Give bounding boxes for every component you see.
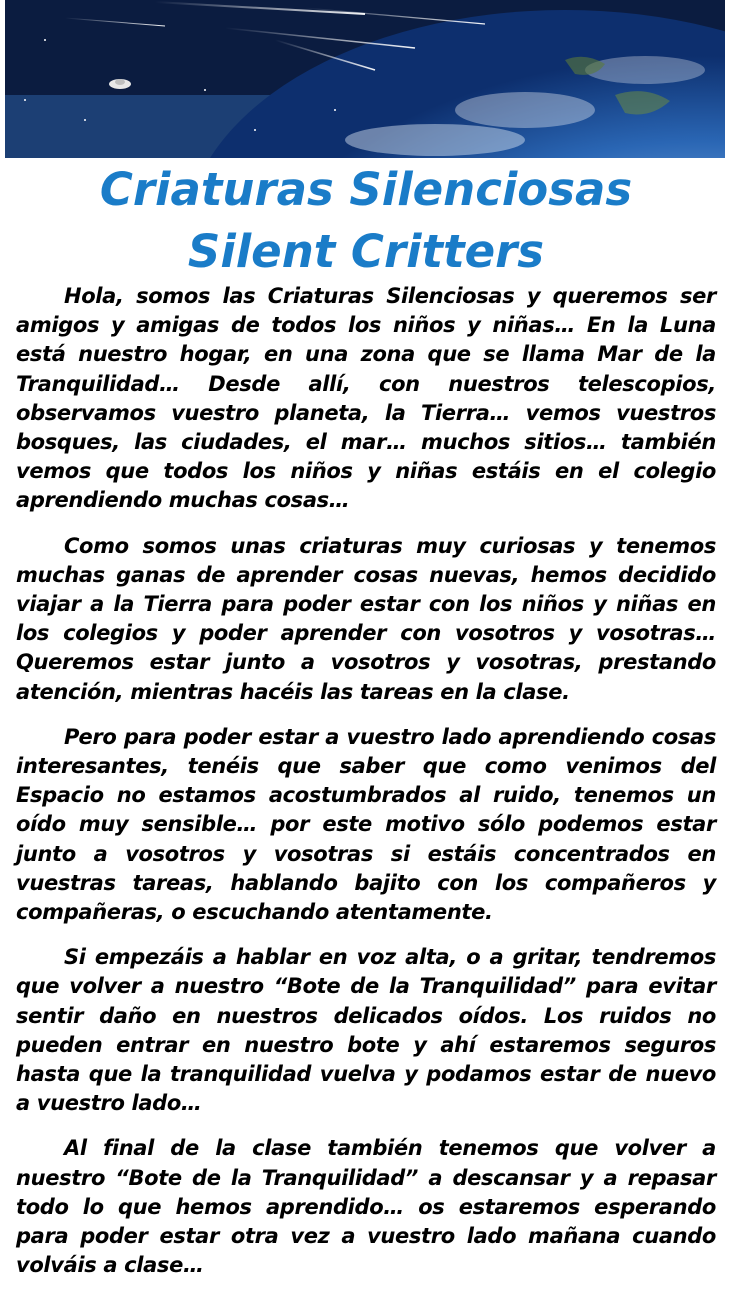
space-banner-image — [5, 0, 725, 158]
story-text — [16, 282, 716, 1297]
paragraph-4: Si empezáis a hablar en voz alta, o a gritar, tendremos que volver a nuestro “Bote de la Tranquilidad” para evitar sentir daño en nuestros delicados oídos. Los ruidos no pueden entrar en nuestro bote y ahí estaremos seguros hasta que la tranquilidad vuelva y podamos estar de nuevo a vuestro lado… — [16, 945, 716, 1116]
page-title-english: Silent Critters — [187, 225, 545, 278]
page-title-spanish: Criaturas Silenciosas — [99, 163, 633, 216]
paragraph-2: Como somos unas criaturas muy curiosas y tenemos muchas ganas de aprender cosas nuevas, hemos decidido viajar a la Tierra para poder estar con los niños y niñas en los colegios y poder aprender con vosotros y vosotras… Queremos estar junto a vosotros y vosotras, prestando atención, mientras hacéis las tareas en la clase. — [16, 533, 716, 704]
paragraph-1: Hola, somos las Criaturas Silenciosas y queremos ser amigos y amigas de todos los niños y niñas… En la Luna está nuestro hogar, en una zona que se llama Mar de la Tranquilidad… Desde allí, con nuestros telescopios, observamos vuestro planeta, la Tierra… vemos vuestros bosques, las ciudades, el mar… muchos sitios… también vemos que todos los niños y niñas estáis en el colegio aprendiendo muchas cosas… — [16, 284, 716, 513]
paragraph-5: Al final de la clase también tenemos que volver a nuestro “Bote de la Tranquilidad” a descansar y a repasar todo lo que hemos aprendido… os estaremos esperando para poder estar otra vez a vuestro lado mañana cuando volváis a clase… — [16, 1136, 716, 1278]
paragraph-3: Pero para poder estar a vuestro lado aprendiendo cosas interesantes, tenéis que saber que como venimos del Espacio no estamos acostumbrados al ruido, tenemos un oído muy sensible… por este motivo sólo podemos estar junto a vosotros y vosotras si estáis concentrados en vuestras tareas, hablando bajito con los compañeros y compañeras, o escuchando atentamente. — [16, 724, 716, 925]
